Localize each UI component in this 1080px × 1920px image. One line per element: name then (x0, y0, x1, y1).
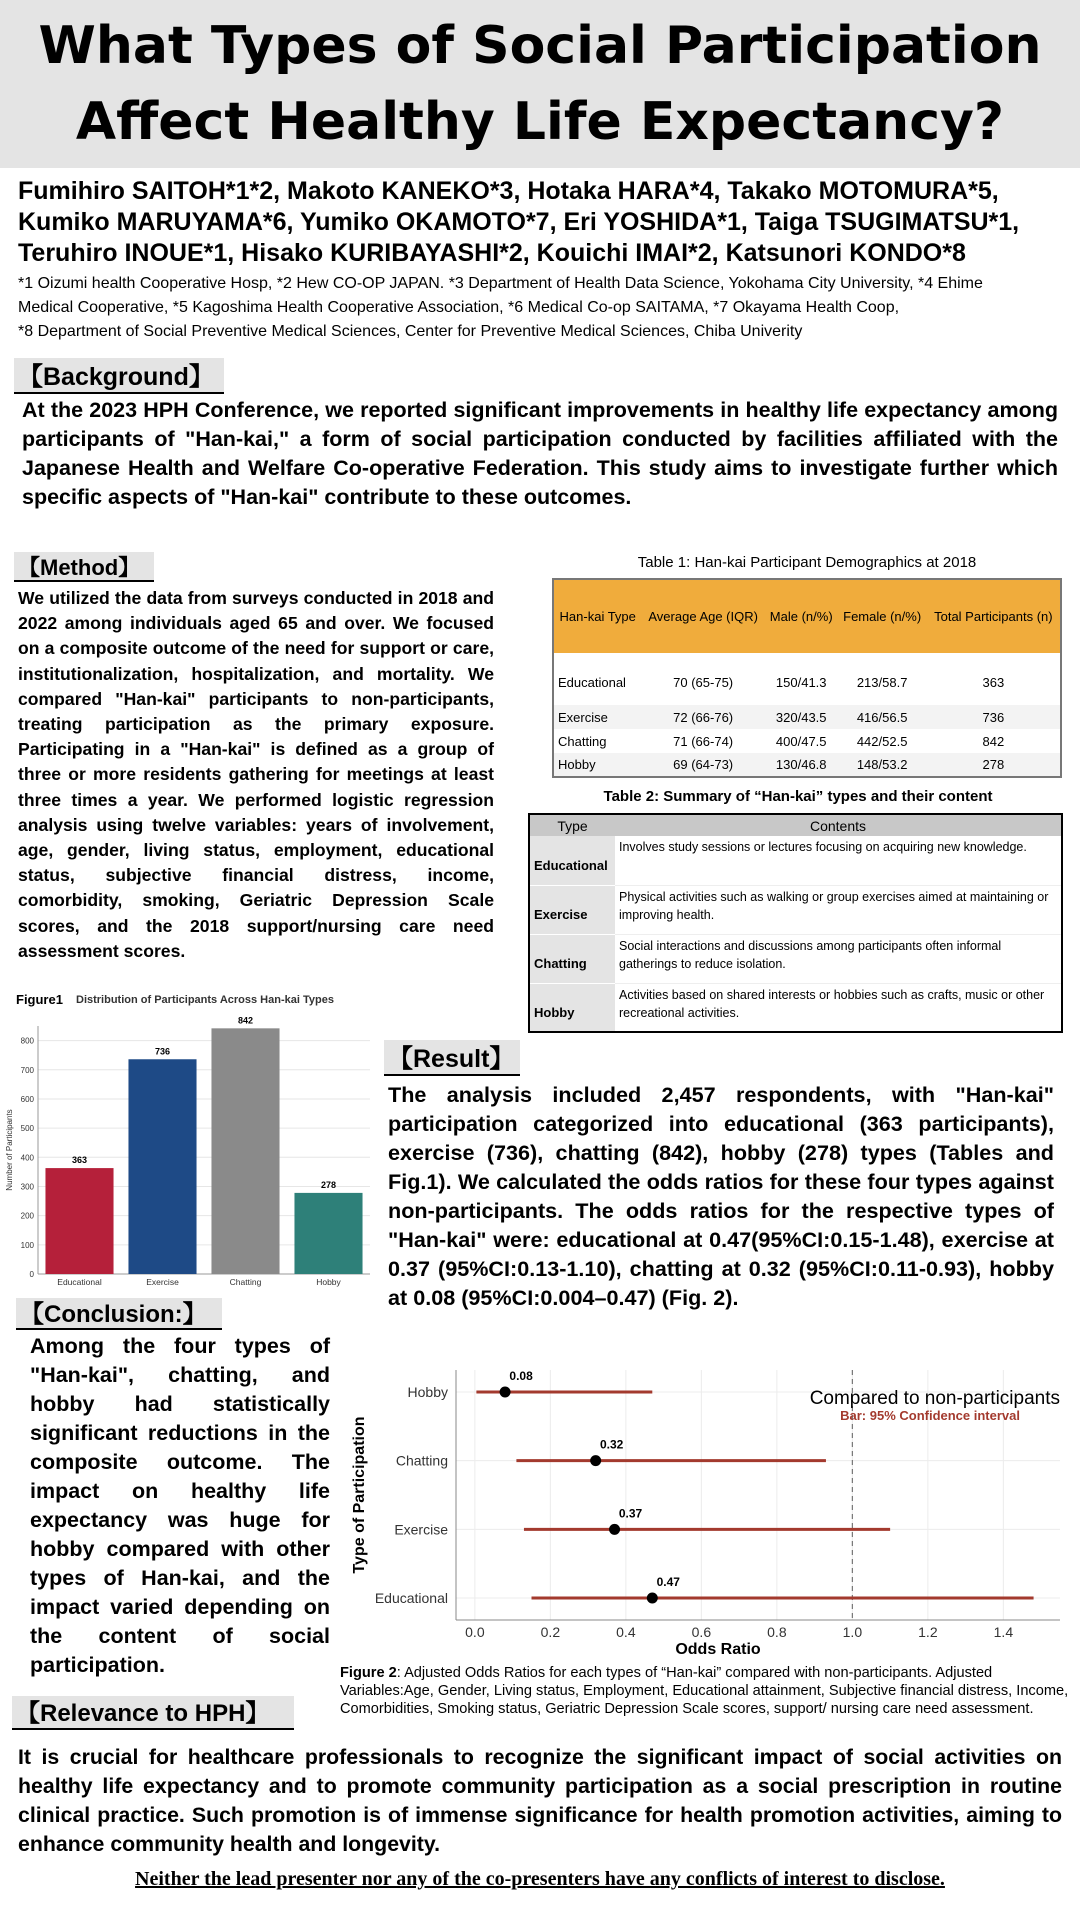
affiliation-line: *1 Oizumi health Cooperative Hosp, *2 Hew CO-OP JAPAN. *3 Department of Health Data Science, Yokohama City University, *4 Ehime (18, 275, 983, 292)
demographics-table (552, 578, 1062, 778)
table-header-cell: Han-kai Type (553, 579, 641, 653)
affiliation-list (18, 272, 1066, 344)
table-row (553, 653, 1061, 705)
y-tick-label: 300 (20, 1182, 34, 1192)
affiliation-line: Medical Cooperative, *5 Kagoshima Health Cooperative Association, *6 Medical Co-op SAITAMA, *7 Okayama Health Coop, (18, 299, 900, 316)
x-tick-label: 0.8 (767, 1624, 787, 1640)
table-header-row (529, 814, 1062, 836)
method-text: We utilized the data from surveys conducted in 2018 and 2022 among individuals aged 65 and over. We focused on a composite outcome of the need for support or care, institutionalization, hospitalization, and mortality. We compared "Han-kai" participants to non-participants, treating participation as the primary exposure. Participating in a "Han-kai" is defined as a group of three or more residents gathering for meetings at least three times a year. We performed logistic regression analysis using twelve variables: years of involvement, age, gender, living status, employment, educational status, subjective financial distress, income, comorbidity, smoking, Geriatric Depression Scale scores, and the 2018 support/nursing care need assessment scores. (18, 588, 494, 961)
or-point-hobby (500, 1387, 511, 1398)
method-heading: 【Method】 (14, 552, 154, 582)
result-text: The analysis included 2,457 respondents, with "Han-kai" participation categorized into educational (363 participants), exercise (736), chatting (842), hobby (278) types (Tables and Fig.1). We calculated the odds ratios for these four types against non-participants. The odds ratios for the respective types of "Han-kai" were: educational at 0.47(95%CI:0.15-1.48), exercise at 0.37 (95%CI:0.13-1.10), chatting at 0.32 (95%CI:0.11-0.93), hobby at 0.08 (95%CI:0.004–0.47) (Fig. 2). (388, 1082, 1054, 1310)
author-line: Teruhiro INOUE*1, Hisako KURIBAYASHI*2, Kouichi IMAI*2, Katsunori KONDO*8 (18, 239, 966, 267)
odds-ratio-forest-plot (344, 1358, 1070, 1658)
bar-data-label: 842 (237, 1015, 254, 1026)
chart-annotation-sub: Bar: 95% Confidence interval (840, 1408, 1020, 1423)
table-header-cell: Type (529, 814, 615, 836)
chart-annotation: Compared to non-participants (809, 1388, 1060, 1409)
table-cell-type (529, 934, 615, 983)
author-line: Fumihiro SAITOH*1*2, Makoto KANEKO*3, Hotaka HARA*4, Takako MOTOMURA*5, (18, 177, 999, 205)
y-tick-label: 800 (20, 1036, 34, 1046)
table-cell: 148/53.2 (838, 753, 927, 777)
relevance-text: It is crucial for healthcare professionals to recognize the significant impact of social activities on healthy life expectancy and to promote community participation as a social prescription in routine clinical practice. Such promotion is of immense significance for health promotion activities, aiming to enhance community health and longevity. (18, 1745, 1062, 1856)
table2-caption: Table 2: Summary of “Han-kai” types and their content (603, 788, 993, 805)
table-cell: 400/47.5 (775, 733, 827, 749)
table-header-cell: Average Age (IQR) (641, 579, 764, 653)
x-tick-label: 0.0 (465, 1624, 485, 1640)
table-cell-content: Activities based on shared interests or hobbies such as crafts, music or other recreational activities. (615, 983, 1062, 1032)
table-cell: 320/43.5 (765, 705, 838, 729)
y-tick-label: 100 (20, 1240, 34, 1250)
table-row (529, 885, 1062, 934)
author-line: Kumiko MARUYAMA*6, Yumiko OKAMOTO*7, Eri YOSHIDA*1, Taiga TSUGIMATSU*1, (18, 208, 1020, 236)
x-tick-label: Exercise (146, 1277, 179, 1287)
x-tick-label: 1.2 (918, 1624, 938, 1640)
table-cell-content: Social interactions and discussions among participants often informal gatherings to reduce isolation. (615, 934, 1062, 983)
type-label: Educational (534, 857, 608, 873)
or-data-label: 0.08 (509, 1369, 533, 1383)
table-cell: 130/46.8 (765, 753, 838, 777)
or-point-educational (647, 1593, 658, 1604)
bar-educational (45, 1168, 113, 1274)
table-cell: 71 (66-74) (673, 733, 734, 749)
figure1-title: Distribution of Participants Across Han-kai Types (76, 994, 334, 1006)
bar-chatting (211, 1028, 279, 1274)
table-row (529, 836, 1062, 885)
table-cell: 213/58.7 (856, 674, 908, 690)
x-axis-label: Odds Ratio (675, 1641, 761, 1658)
participants-bar-chart (0, 1008, 376, 1292)
x-tick-label: 0.2 (540, 1624, 561, 1640)
y-tick-label: 200 (20, 1211, 34, 1221)
table-cell: Chatting (558, 733, 607, 749)
or-data-label: 0.32 (599, 1437, 624, 1452)
table-header-cell: Contents (615, 814, 1062, 836)
y-tick-label: 0 (29, 1270, 34, 1279)
table-cell: 363 (982, 674, 1005, 690)
poster-title-line-2: Affect Healthy Life Expectancy? (75, 92, 1005, 152)
background-heading: 【Background】 (14, 358, 224, 394)
y-tick-label: 600 (20, 1094, 34, 1104)
type-label: Chatting (534, 956, 587, 971)
table-cell: 72 (66-76) (641, 705, 764, 729)
table-cell: 416/56.5 (838, 705, 927, 729)
y-tick-label: 400 (20, 1153, 34, 1163)
table-cell: 69 (64-73) (641, 753, 764, 777)
x-tick-label: 1.4 (993, 1624, 1014, 1640)
table-cell: 150/41.3 (775, 674, 827, 690)
or-data-label: 0.37 (618, 1506, 643, 1521)
table-cell: 70 (65-75) (673, 674, 734, 690)
table-cell: 278 (927, 753, 1061, 777)
type-label: Hobby (534, 1004, 575, 1020)
table-cell-content: Physical activities such as walking or group exercises aimed at maintaining or improving health. (615, 885, 1062, 934)
bar-exercise (128, 1059, 196, 1274)
hankai-types-table (528, 813, 1063, 1033)
table-cell-type (529, 836, 615, 885)
or-point-exercise (609, 1524, 620, 1535)
table-row (553, 753, 1061, 777)
bar-hobby (294, 1193, 362, 1274)
y-axis-label: Type of Participation (351, 1416, 368, 1574)
type-label: Exercise (534, 907, 588, 922)
author-list (18, 176, 1066, 269)
title-banner (0, 0, 1080, 168)
conclusion-heading: 【Conclusion:】 (16, 1298, 222, 1330)
table-cell: Hobby (553, 753, 641, 777)
table-cell-content: Involves study sessions or lectures focusing on acquiring new knowledge. (615, 836, 1062, 885)
y-tick-label: 500 (20, 1124, 34, 1134)
table-cell: Exercise (553, 705, 641, 729)
table1-caption: Table 1: Han-kai Participant Demographics at 2018 (637, 554, 977, 571)
table-cell: 736 (927, 705, 1061, 729)
y-tick-label: Exercise (394, 1521, 448, 1538)
table-cell: 842 (982, 733, 1005, 749)
table-cell: Educational (558, 674, 626, 690)
conflict-of-interest-statement: Neither the lead presenter nor any of the co-presenters have any conflicts of interest to disclose. (135, 1868, 945, 1890)
y-tick-label: Hobby (407, 1384, 448, 1400)
y-tick-label: 700 (20, 1065, 34, 1075)
x-tick-label: Chatting (229, 1277, 262, 1287)
conclusion-text: Among the four types of "Han-kai", chatting, and hobby had statistically significant reductions in the composite outcome. The impact on healthy life expectancy was huge for hobby compared with other types of Han-kai, and the impact varied depending on the content of social participation. (30, 1334, 330, 1677)
table-row (553, 705, 1061, 729)
figure2-caption-label: Figure 2 (340, 1665, 397, 1681)
background-text: At the 2023 HPH Conference, we reported significant improvements in healthy life expectancy among participants of "Han-kai," a form of social participation conducted by facilities affiliated with the Japanese Health and Welfare Co-operative Federation. This study aims to investigate further which specific aspects of "Han-kai" contribute to these outcomes. (22, 398, 1058, 509)
x-tick-label: 0.4 (616, 1624, 636, 1640)
x-tick-label: 1.0 (842, 1624, 863, 1640)
or-data-label: 0.47 (656, 1575, 680, 1589)
table-header-cell: Male (n/%) (765, 579, 838, 653)
poster-title-line-1: What Types of Social Participation (38, 16, 1042, 76)
figure1-label: Figure1 (16, 992, 63, 1007)
table-header-cell: Female (n/%) (838, 579, 927, 653)
table-header-row (553, 579, 1061, 653)
y-tick-label: Chatting (395, 1452, 448, 1469)
affiliation-line: *8 Department of Social Preventive Medical Sciences, Center for Preventive Medical Sciences, Chiba Univerity (18, 323, 803, 340)
relevance-heading: 【Relevance to HPH】 (12, 1696, 294, 1730)
bar-data-label: 363 (71, 1155, 88, 1166)
x-tick-label: Educational (57, 1277, 102, 1287)
figure2-caption (340, 1664, 1070, 1718)
result-heading: 【Result】 (384, 1040, 520, 1076)
bar-data-label: 736 (154, 1046, 171, 1057)
table-row (529, 983, 1062, 1032)
or-point-chatting (590, 1455, 601, 1466)
y-tick-label: Educational (374, 1590, 448, 1606)
table-row (553, 729, 1061, 753)
table-cell-type (529, 983, 615, 1032)
table-row (529, 934, 1062, 983)
table-cell: 442/52.5 (856, 733, 908, 749)
figure2-caption-text: : Adjusted Odds Ratios for each types of “Han-kai” compared with non-participants. Adjusted Variables:Age, Gender, Living status, Employment, Educational attainment, Subjective financial distress, Income, Comorbidities, Smoking status, Geriatric Depression Scale scores, support/ nursing care need assessment. (340, 1665, 1069, 1717)
table-cell-type (529, 885, 615, 934)
x-tick-label: Hobby (316, 1277, 341, 1287)
table-header-cell: Total Participants (n) (927, 579, 1061, 653)
x-tick-label: 0.6 (691, 1624, 712, 1640)
y-axis-label: Number of Participants (5, 1109, 14, 1191)
bar-data-label: 278 (320, 1179, 337, 1190)
